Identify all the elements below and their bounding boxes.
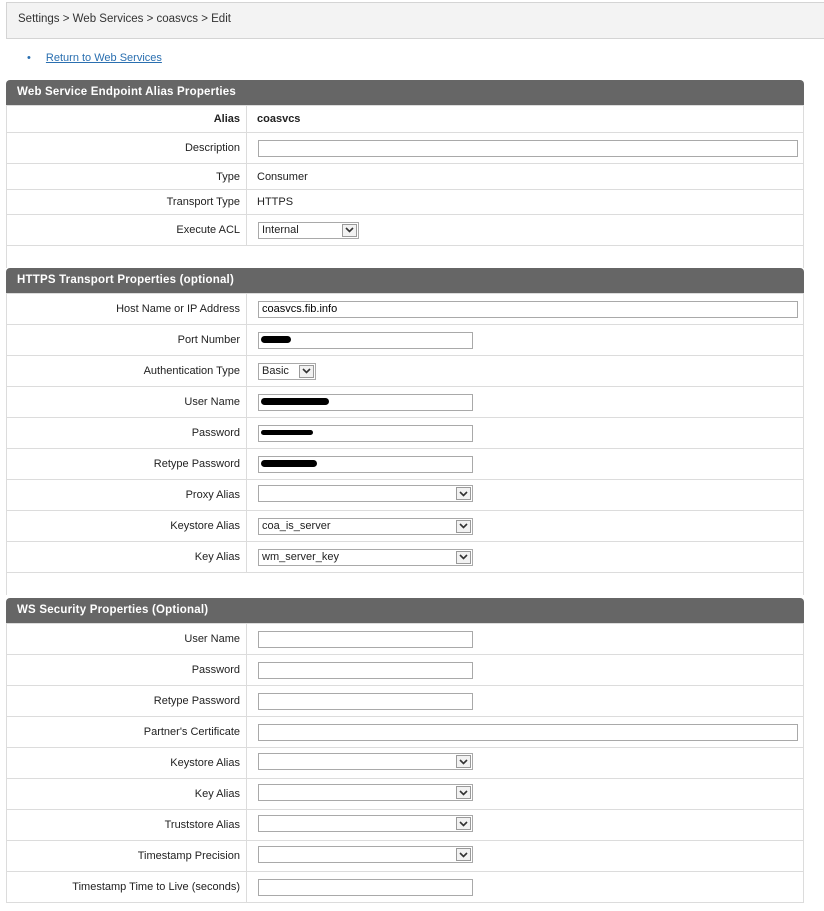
transport-type-row	[7, 190, 804, 215]
partner-cert-row	[7, 717, 804, 748]
keystore-alias-selected: coa_is_server	[262, 519, 331, 532]
chevron-down-icon	[456, 786, 471, 799]
section-title: HTTPS Transport Properties (optional)	[6, 268, 804, 293]
execute-acl-row	[7, 215, 804, 246]
port-row	[7, 325, 804, 356]
chevron-down-icon	[456, 755, 471, 768]
execute-acl-selected: Internal	[262, 223, 299, 236]
transport-type-label: Transport Type	[7, 190, 247, 215]
transport-type-value: HTTPS	[247, 190, 804, 215]
https-transport-section	[6, 268, 804, 595]
chevron-down-icon	[456, 551, 471, 564]
proxy-alias-row	[7, 480, 804, 511]
ws-password-row	[7, 655, 804, 686]
redaction-mark	[261, 430, 313, 435]
timestamp-precision-row	[7, 841, 804, 872]
timestamp-precision-select[interactable]	[258, 846, 473, 863]
description-input[interactable]	[258, 140, 798, 157]
keystore-alias-label: Keystore Alias	[7, 511, 247, 542]
alias-label: Alias	[7, 106, 247, 133]
ws-retype-input[interactable]	[258, 693, 473, 710]
endpoint-properties-section	[6, 80, 804, 268]
https-user-row	[7, 387, 804, 418]
ws-key-alias-row	[7, 779, 804, 810]
https-retype-row	[7, 449, 804, 480]
timestamp-precision-label: Timestamp Precision	[7, 841, 247, 872]
chevron-down-icon	[456, 487, 471, 500]
key-alias-select[interactable]	[258, 549, 473, 566]
host-label: Host Name or IP Address	[7, 294, 247, 325]
https-user-label: User Name	[7, 387, 247, 418]
keystore-alias-select[interactable]	[258, 518, 473, 535]
port-label: Port Number	[7, 325, 247, 356]
keystore-alias-row	[7, 511, 804, 542]
ws-user-label: User Name	[7, 624, 247, 655]
type-row	[7, 164, 804, 190]
host-input[interactable]	[258, 301, 798, 318]
auth-type-selected: Basic	[262, 364, 289, 377]
ws-security-section	[6, 598, 804, 903]
truststore-row	[7, 810, 804, 841]
proxy-alias-label: Proxy Alias	[7, 480, 247, 511]
description-label: Description	[7, 133, 247, 164]
https-password-label: Password	[7, 418, 247, 449]
chevron-down-icon	[456, 848, 471, 861]
proxy-alias-select[interactable]	[258, 485, 473, 502]
chevron-down-icon	[342, 224, 357, 237]
auth-type-select[interactable]	[258, 363, 316, 380]
ws-password-label: Password	[7, 655, 247, 686]
return-to-web-services-link[interactable]: Return to Web Services	[45, 52, 162, 64]
execute-acl-select[interactable]	[258, 222, 359, 239]
auth-type-label: Authentication Type	[7, 356, 247, 387]
host-row	[7, 294, 804, 325]
ws-keystore-select[interactable]	[258, 753, 473, 770]
key-alias-selected: wm_server_key	[262, 550, 340, 563]
chevron-down-icon	[456, 520, 471, 533]
partner-cert-input[interactable]	[258, 724, 798, 741]
alias-row	[7, 106, 804, 133]
return-link-item	[27, 52, 162, 64]
auth-type-row	[7, 356, 804, 387]
alias-value: coasvcs	[247, 106, 804, 133]
bullet-icon: •	[27, 52, 31, 64]
redaction-mark	[261, 398, 329, 405]
key-alias-row	[7, 542, 804, 573]
ws-user-row	[7, 624, 804, 655]
timestamp-ttl-row	[7, 872, 804, 903]
ws-key-alias-label: Key Alias	[7, 779, 247, 810]
ws-key-alias-select[interactable]	[258, 784, 473, 801]
https-password-row	[7, 418, 804, 449]
breadcrumb: Settings > Web Services > coasvcs > Edit	[6, 2, 824, 39]
timestamp-ttl-input[interactable]	[258, 879, 473, 896]
section-title: Web Service Endpoint Alias Properties	[6, 80, 804, 105]
ws-password-input[interactable]	[258, 662, 473, 679]
spacer-row	[7, 246, 804, 268]
ws-keystore-row	[7, 748, 804, 779]
ws-keystore-label: Keystore Alias	[7, 748, 247, 779]
redaction-mark	[261, 336, 291, 343]
execute-acl-label: Execute ACL	[7, 215, 247, 246]
ws-retype-label: Retype Password	[7, 686, 247, 717]
partner-cert-label: Partner's Certificate	[7, 717, 247, 748]
chevron-down-icon	[299, 365, 314, 378]
type-label: Type	[7, 164, 247, 190]
ws-user-input[interactable]	[258, 631, 473, 648]
section-title: WS Security Properties (Optional)	[6, 598, 804, 623]
type-value: Consumer	[247, 164, 804, 190]
redaction-mark	[261, 460, 317, 467]
timestamp-ttl-label: Timestamp Time to Live (seconds)	[7, 872, 247, 903]
chevron-down-icon	[456, 817, 471, 830]
key-alias-label: Key Alias	[7, 542, 247, 573]
spacer-row	[7, 573, 804, 595]
description-row	[7, 133, 804, 164]
https-retype-label: Retype Password	[7, 449, 247, 480]
truststore-select[interactable]	[258, 815, 473, 832]
ws-retype-row	[7, 686, 804, 717]
truststore-label: Truststore Alias	[7, 810, 247, 841]
